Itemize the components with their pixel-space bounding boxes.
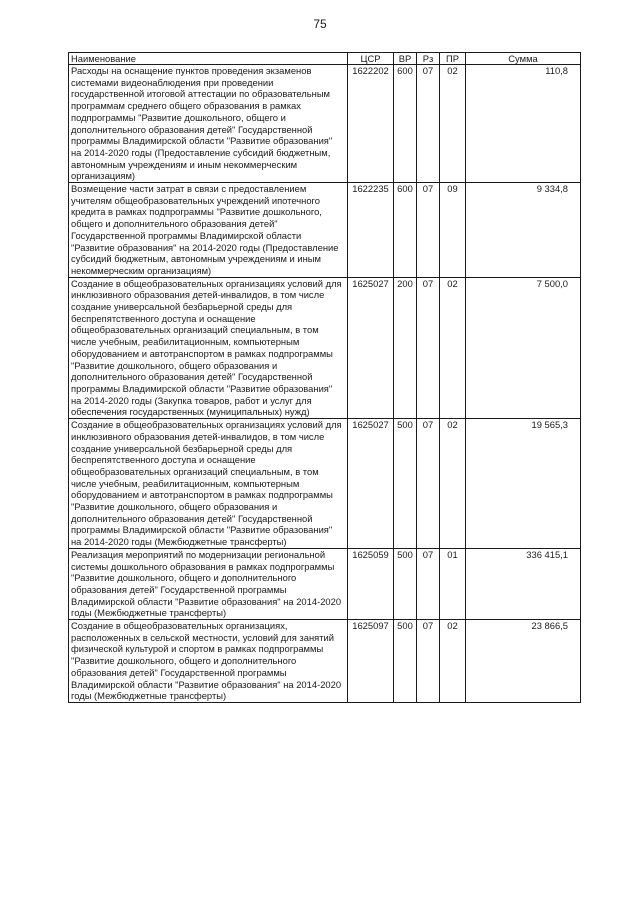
row-sum: 336 415,1 <box>466 548 581 619</box>
row-pr: 09 <box>440 183 466 278</box>
budget-table <box>68 52 581 703</box>
row-csr: 1622235 <box>348 183 394 278</box>
row-pr: 02 <box>440 65 466 183</box>
row-name: Создание в общеобразовательных организациях условий для инклюзивного образования детей-инвалидов, в том числе создание универсальной безбарьерной среды для беспрепятственного доступа и оснащение общеобразовательных организаций специальным, в том числе учебным, реабилитационным, компьютерным оборудованием и автотранспортом в рамках подпрограммы "Развитие дошкольного, общего образования и дополнительного образования детей" Государственной программы Владимирской области "Развитие образования" на 2014-2020 годы (Закупка товаров, работ и услуг для обеспечения государственных (муниципальных) нужд) <box>69 277 348 418</box>
header-pr: ПР <box>440 53 466 65</box>
row-name: Создание в общеобразовательных организациях условий для инклюзивного образования детей-инвалидов, в том числе создание универсальной безбарьерной среды для беспрепятственного доступа и оснащение общеобразовательных организаций специальным, в том числе учебным, реабилитационным, компьютерным оборудованием и автотранспортом в рамках подпрограммы "Развитие дошкольного, общего образования и дополнительного образования детей" Государственной программы Владимирской области "Развитие образования" на 2014-2020 годы (Межбюджетные трансферты) <box>69 419 348 549</box>
table-row <box>69 277 581 418</box>
row-name: Расходы на оснащение пунктов проведения экзаменов системами видеонаблюдения при проведении государственной итоговой аттестации по образовательным программам среднего общего образования в рамках подпрограммы "Развитие дошкольного, общего и дополнительного образования детей" Государственной программы Владимирской области "Развитие образования" на 2014-2020 годы (Предоставление субсидий бюджетным, автономным учреждениям и иным некоммерческим организациям) <box>69 65 348 183</box>
header-csr: ЦСР <box>348 53 394 65</box>
row-vr: 500 <box>394 548 417 619</box>
row-vr: 500 <box>394 620 417 703</box>
table-row <box>69 548 581 619</box>
row-rz: 07 <box>417 419 440 549</box>
table-row <box>69 419 581 549</box>
row-sum: 19 565,3 <box>466 419 581 549</box>
row-csr: 1625059 <box>348 548 394 619</box>
row-pr: 01 <box>440 548 466 619</box>
row-csr: 1625027 <box>348 277 394 418</box>
row-sum: 23 866,5 <box>466 620 581 703</box>
table-row <box>69 183 581 278</box>
row-name: Реализация мероприятий по модернизации региональной системы дошкольного образования в рамках подпрограммы "Развитие дошкольного, общего и дополнительного образования детей" Государственной программы Владимирской области "Развитие образования" на 2014-2020 годы (Межбюджетные трансферты) <box>69 548 348 619</box>
row-rz: 07 <box>417 277 440 418</box>
row-rz: 07 <box>417 183 440 278</box>
row-vr: 600 <box>394 65 417 183</box>
header-rz: Рз <box>417 53 440 65</box>
header-sum: Сумма <box>466 53 581 65</box>
header-vr: ВР <box>394 53 417 65</box>
page-number: 75 <box>313 17 327 31</box>
row-csr: 1622202 <box>348 65 394 183</box>
row-vr: 500 <box>394 419 417 549</box>
row-rz: 07 <box>417 548 440 619</box>
row-name: Возмещение части затрат в связи с предоставлением учителям общеобразовательных учреждений ипотечного кредита в рамках подпрограммы "Развитие дошкольного, общего и дополнительного образования детей" Государственной программы Владимирской области "Развитие образования" на 2014-2020 годы (Предоставление субсидий бюджетным, автономным учреждениям и иным некоммерческим организациям) <box>69 183 348 278</box>
row-sum: 9 334,8 <box>466 183 581 278</box>
row-sum: 7 500,0 <box>466 277 581 418</box>
row-pr: 02 <box>440 277 466 418</box>
table-header-row <box>69 53 581 65</box>
row-vr: 600 <box>394 183 417 278</box>
row-csr: 1625027 <box>348 419 394 549</box>
row-name: Создание в общеобразовательных организациях, расположенных в сельской местности, условий для занятий физической культурой и спортом в рамках подпрограммы "Развитие дошкольного, общего и дополнительного образования детей" Государственной программы Владимирской области "Развитие образования" на 2014-2020 годы (Межбюджетные трансферты) <box>69 620 348 703</box>
table-row <box>69 65 581 183</box>
row-rz: 07 <box>417 65 440 183</box>
row-rz: 07 <box>417 620 440 703</box>
row-vr: 200 <box>394 277 417 418</box>
row-sum: 110,8 <box>466 65 581 183</box>
header-name: Наименование <box>69 53 348 65</box>
row-pr: 02 <box>440 419 466 549</box>
row-pr: 02 <box>440 620 466 703</box>
table-row <box>69 620 581 703</box>
row-csr: 1625097 <box>348 620 394 703</box>
